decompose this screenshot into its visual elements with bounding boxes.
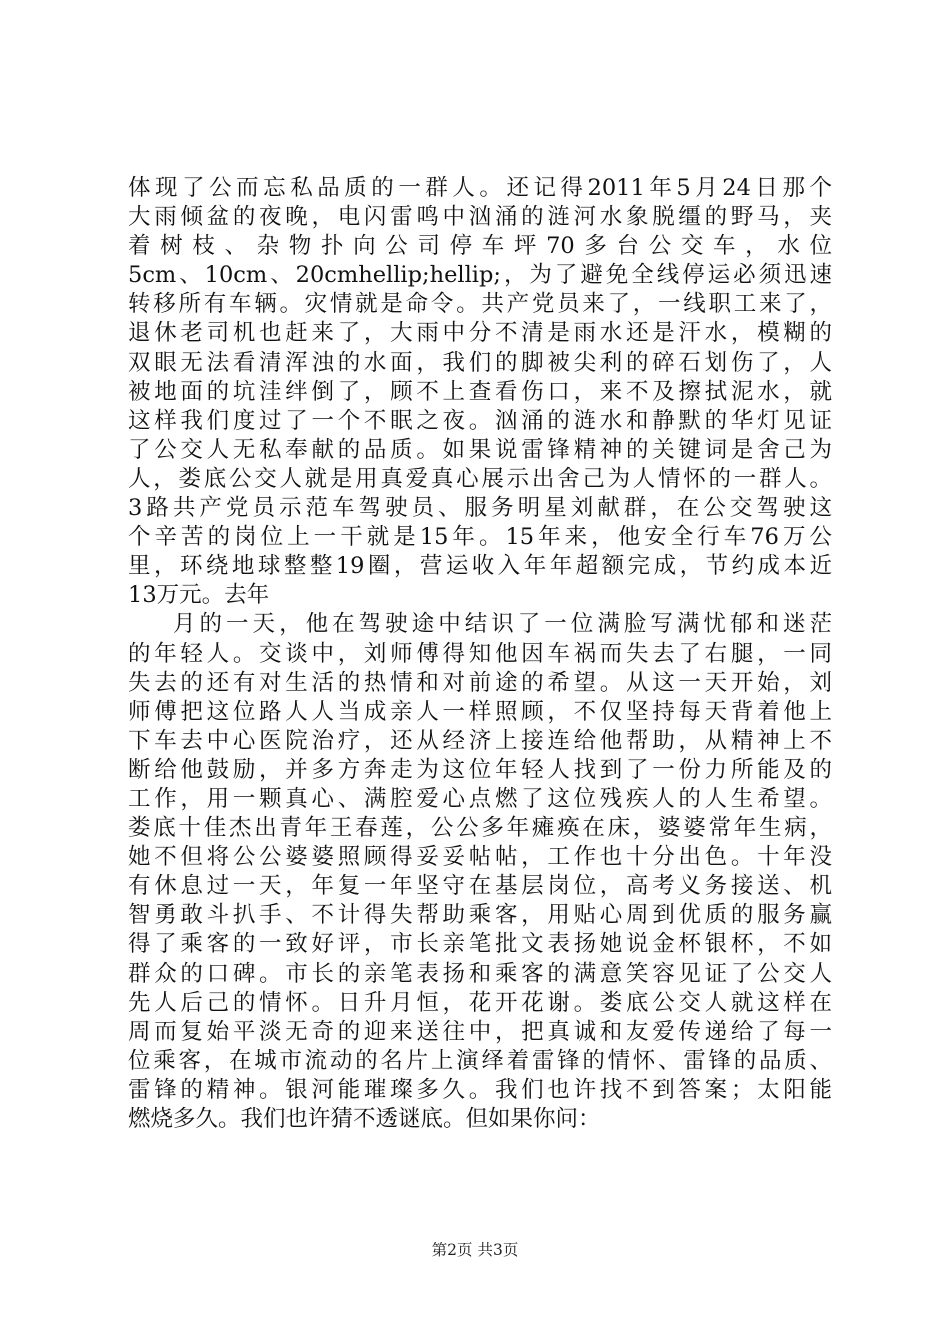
text-line: 得了乘客的一致好评，市长亲笔批文表扬她说金杯银杯，不如 xyxy=(128,931,832,958)
text-line: 的年轻人。交谈中，刘师傅得知他因车祸而失去了右腿，一同 xyxy=(128,640,832,667)
text-line: 失去的还有对生活的热情和对前途的希望。从这一天开始，刘 xyxy=(128,669,832,696)
text-line: 个辛苦的岗位上一干就是15年。15年来，他安全行车76万公 xyxy=(128,524,832,551)
text-line: 5cm、10cm、20cmhellip;hellip;，为了避免全线停运必须迅速 xyxy=(128,262,832,289)
text-line: 体现了公而忘私品质的一群人。还记得2011年5月24日那个 xyxy=(128,175,832,201)
text-line: 先人后己的情怀。日升月恒，花开花谢。娄底公交人就这样在 xyxy=(128,989,832,1016)
text-line: 工作，用一颗真心、满腔爱心点燃了这位残疾人的人生希望。 xyxy=(128,785,832,812)
text-line: 被地面的坑洼绊倒了，顾不上查看伤口，来不及擦拭泥水，就 xyxy=(128,378,832,405)
text-line: 群众的口碑。市长的亲笔表扬和乘客的满意笑容见证了公交人 xyxy=(128,960,832,987)
text-line: 13万元。去年 xyxy=(128,582,270,609)
text-line: 这样我们度过了一个不眠之夜。汹涌的涟水和静默的华灯见证 xyxy=(128,407,832,434)
text-line: 大雨倾盆的夜晚，电闪雷鸣中汹涌的涟河水象脱缰的野马，夹 xyxy=(128,204,832,231)
text-line: 3路共产党员示范车驾驶员、服务明星刘献群，在公交驾驶这 xyxy=(128,495,832,522)
text-line: 有休息过一天，年复一年坚守在基层岗位，高考义务接送、机 xyxy=(128,873,832,900)
page-footer: 第2页 共3页 xyxy=(431,1241,519,1259)
text-line: 师傅把这位路人人当成亲人一样照顾，不仅坚持每天背着他上 xyxy=(128,698,832,725)
text-line: 双眼无法看清浑浊的水面，我们的脚被尖利的碎石划伤了，人 xyxy=(128,349,832,376)
paragraph-first-line: 月的一天，他在驾驶途中结识了一位满脸写满忧郁和迷茫 xyxy=(173,611,832,638)
text-line: 下车去中心医院治疗，还从经济上接连给他帮助，从精神上不 xyxy=(128,727,832,754)
text-line: 燃烧多久。我们也许猜不透谜底。但如果你问： xyxy=(128,1106,601,1132)
text-line: 转移所有车辆。灾情就是命令。共产党员来了，一线职工来了， xyxy=(128,291,832,318)
text-line: 人，娄底公交人就是用真爱真心展示出舍己为人情怀的一群人。 xyxy=(128,465,832,492)
text-line: 位乘客，在城市流动的名片上演绎着雷锋的情怀、雷锋的品质、 xyxy=(128,1047,832,1074)
text-line: 她不但将公公婆婆照顾得妥妥帖帖，工作也十分出色。十年没 xyxy=(128,844,832,871)
text-line: 里，环绕地球整整19圈，营运收入年年超额完成，节约成本近 xyxy=(128,553,832,580)
text-line: 着树枝、杂物扑向公司停车坪70多台公交车，水位 xyxy=(128,233,832,260)
text-line: 娄底十佳杰出青年王春莲，公公多年瘫痪在床，婆婆常年生病， xyxy=(128,815,832,842)
body-text xyxy=(128,174,832,1134)
text-line: 智勇敢斗扒手、不计得失帮助乘客，用贴心周到优质的服务赢 xyxy=(128,902,832,929)
text-line: 断给他鼓励，并多方奔走为这位年轻人找到了一份力所能及的 xyxy=(128,756,832,783)
text-line: 周而复始平淡无奇的迎来送往中，把真诚和友爱传递给了每一 xyxy=(128,1018,832,1045)
text-line: 雷锋的精神。银河能璀璨多久。我们也许找不到答案；太阳能 xyxy=(128,1076,832,1103)
text-line: 了公交人无私奉献的品质。如果说雷锋精神的关键词是舍己为 xyxy=(128,436,832,463)
text-line: 退休老司机也赶来了，大雨中分不清是雨水还是汗水，模糊的 xyxy=(128,320,832,347)
